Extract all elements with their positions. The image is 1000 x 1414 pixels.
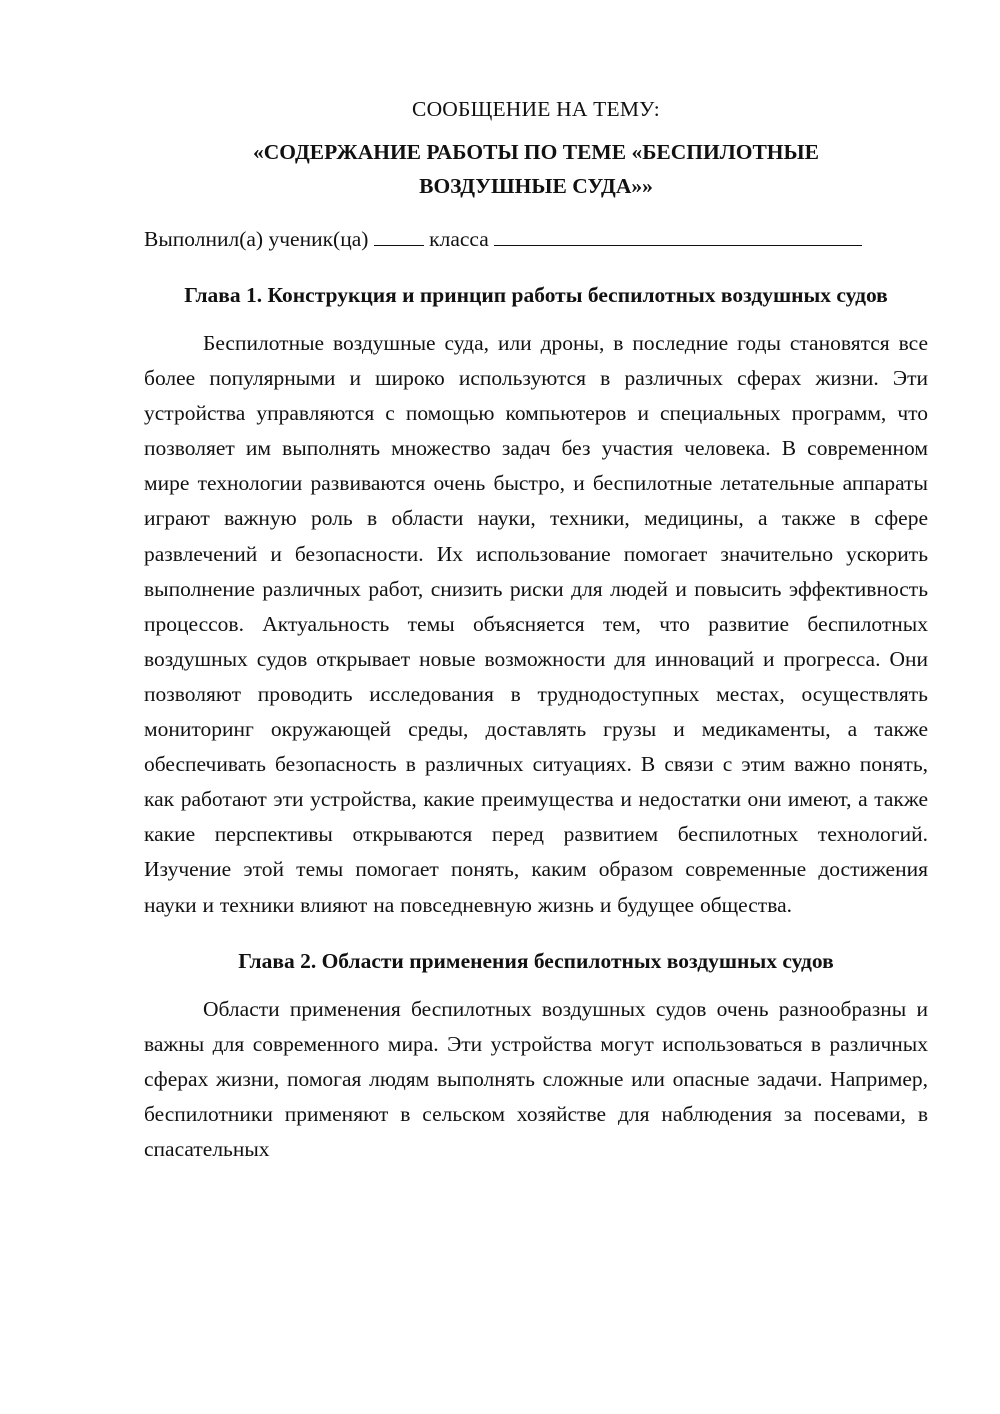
author-class-label: класса xyxy=(429,227,489,251)
document-page xyxy=(144,92,928,1167)
chapter-1-paragraph: Беспилотные воздушные суда, или дроны, в последние годы становятся все более популярными и широко используются в различных сферах жизни. Эти устройства управляются с помощью компьютеров и специальных программ, что позволяет им выполнять множество задач без участия человека. В современном мире технологии развиваются очень быстро, и беспилотные летательные аппараты играют важную роль в области науки, техники, медицины, а также в сфере развлечений и безопасности. Их использование помогает значительно ускорить выполнение различных работ, снизить риски для людей и повысить эффективность процессов. Актуальность темы объясняется тем, что развитие беспилотных воздушных судов открывает новые возможности для инноваций и прогресса. Они позволяют проводить исследования в труднодоступных местах, осуществлять мониторинг окружающей среды, доставлять грузы и медикаменты, а также обеспечивать безопасность в различных ситуациях. В связи с этим важно понять, как работают эти устройства, какие преимущества и недостатки они имеют, а также какие перспективы открываются перед развитием беспилотных технологий. Изучение этой темы помогает понять, каким образом современные достижения науки и техники влияют на повседневную жизнь и будущее общества. xyxy=(144,331,928,917)
student-name-blank xyxy=(494,221,862,246)
document-title-label: СООБЩЕНИЕ НА ТЕМУ: xyxy=(412,97,660,121)
author-prefix: Выполнил(а) ученик(ца) xyxy=(144,227,369,251)
class-number-blank xyxy=(374,221,424,246)
chapter-2-heading: Глава 2. Области применения беспилотных воздушных судов xyxy=(238,948,834,973)
chapter-2-paragraph: Области применения беспилотных воздушных судов очень разнообразны и важны для современного мира. Эти устройства могут использоваться в различных сферах жизни, помогая людям выполнять сложные или опасные задачи. Например, беспилотники применяют в сельском хозяйстве для наблюдения за посевами, в спасательных xyxy=(144,996,928,1161)
chapter-1-heading: Глава 1. Конструкция и принцип работы беспилотных воздушных судов xyxy=(184,283,888,307)
document-title: «СОДЕРЖАНИЕ РАБОТЫ ПО ТЕМЕ «БЕСПИЛОТНЫЕ ВОЗДУШНЫЕ СУДА»» xyxy=(253,140,819,198)
author-line xyxy=(144,221,928,256)
